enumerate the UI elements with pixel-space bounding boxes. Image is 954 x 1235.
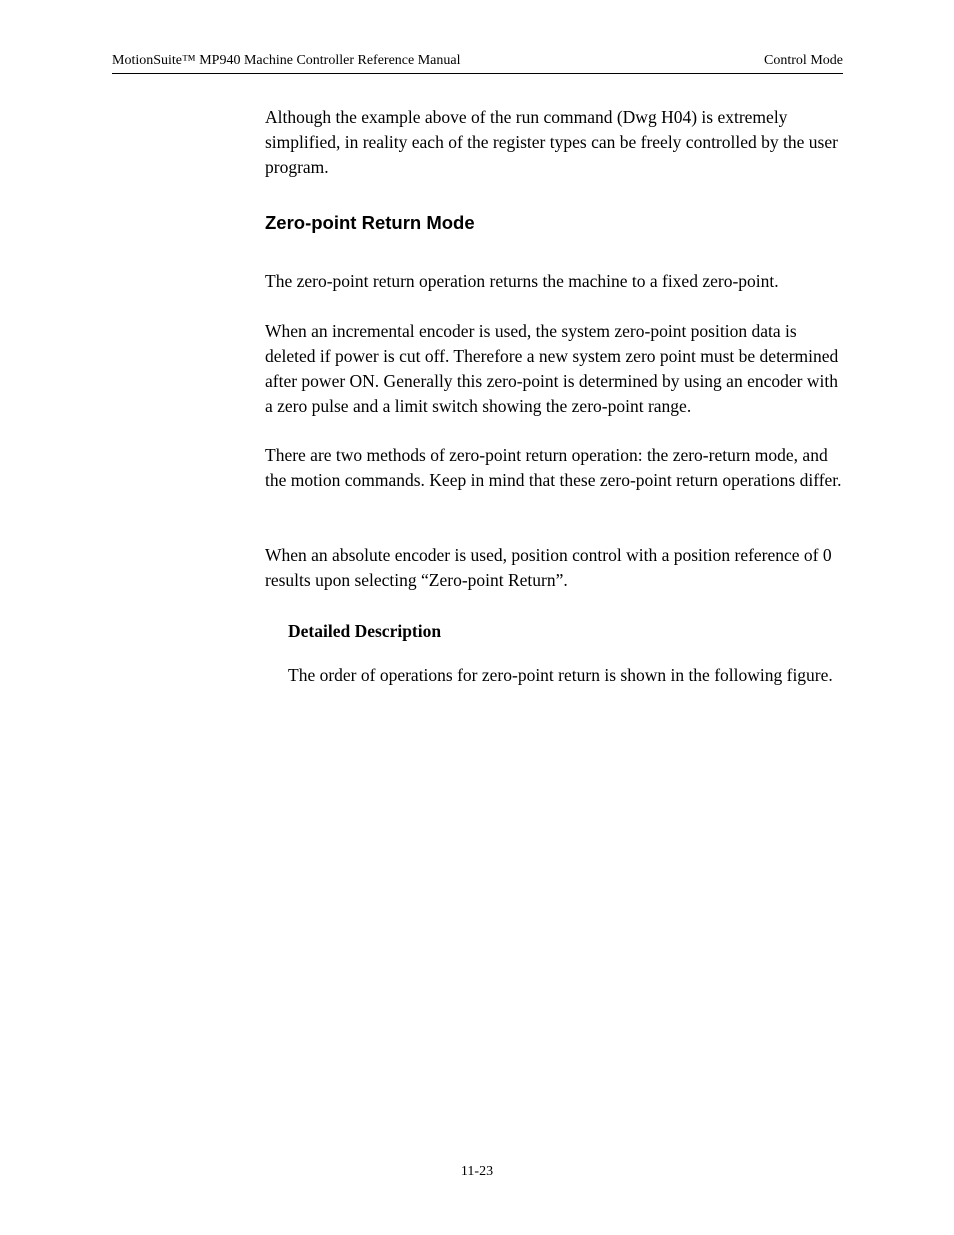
subsection-paragraph: The order of operations for zero-point return is shown in the following figure. (288, 665, 833, 685)
body-paragraph-4: When an absolute encoder is used, position control with a position reference of 0 results upon selecting “Zero-point Return”. (265, 545, 832, 590)
manual-title: MotionSuite™ MP940 Machine Controller Reference Manual (112, 53, 461, 68)
body-paragraph-1: The zero-point return operation returns the machine to a fixed zero-point. (265, 271, 779, 291)
subsection-heading: Detailed Description (288, 621, 442, 641)
intro-paragraph: Although the example above of the run command (Dwg H04) is extremely simplified, in reality each of the register types can be freely controlled by the user program. (265, 107, 838, 177)
body-paragraph-2: When an incremental encoder is used, the system zero-point position data is deleted if power is cut off. Therefore a new system zero point must be determined after power ON. Generally this zero-point is determined by using an encoder with a zero pulse and a limit switch showing the zero-point range. (265, 321, 839, 416)
page-number: 11-23 (460, 1164, 494, 1179)
body-paragraph-3: There are two methods of zero-point return operation: the zero-return mode, and the motion commands. Keep in mind that these zero-point return operations differ. (265, 445, 842, 490)
section-heading: Zero-point Return Mode (265, 212, 475, 233)
chapter-title: Control Mode (764, 53, 843, 68)
page-header (112, 51, 843, 74)
